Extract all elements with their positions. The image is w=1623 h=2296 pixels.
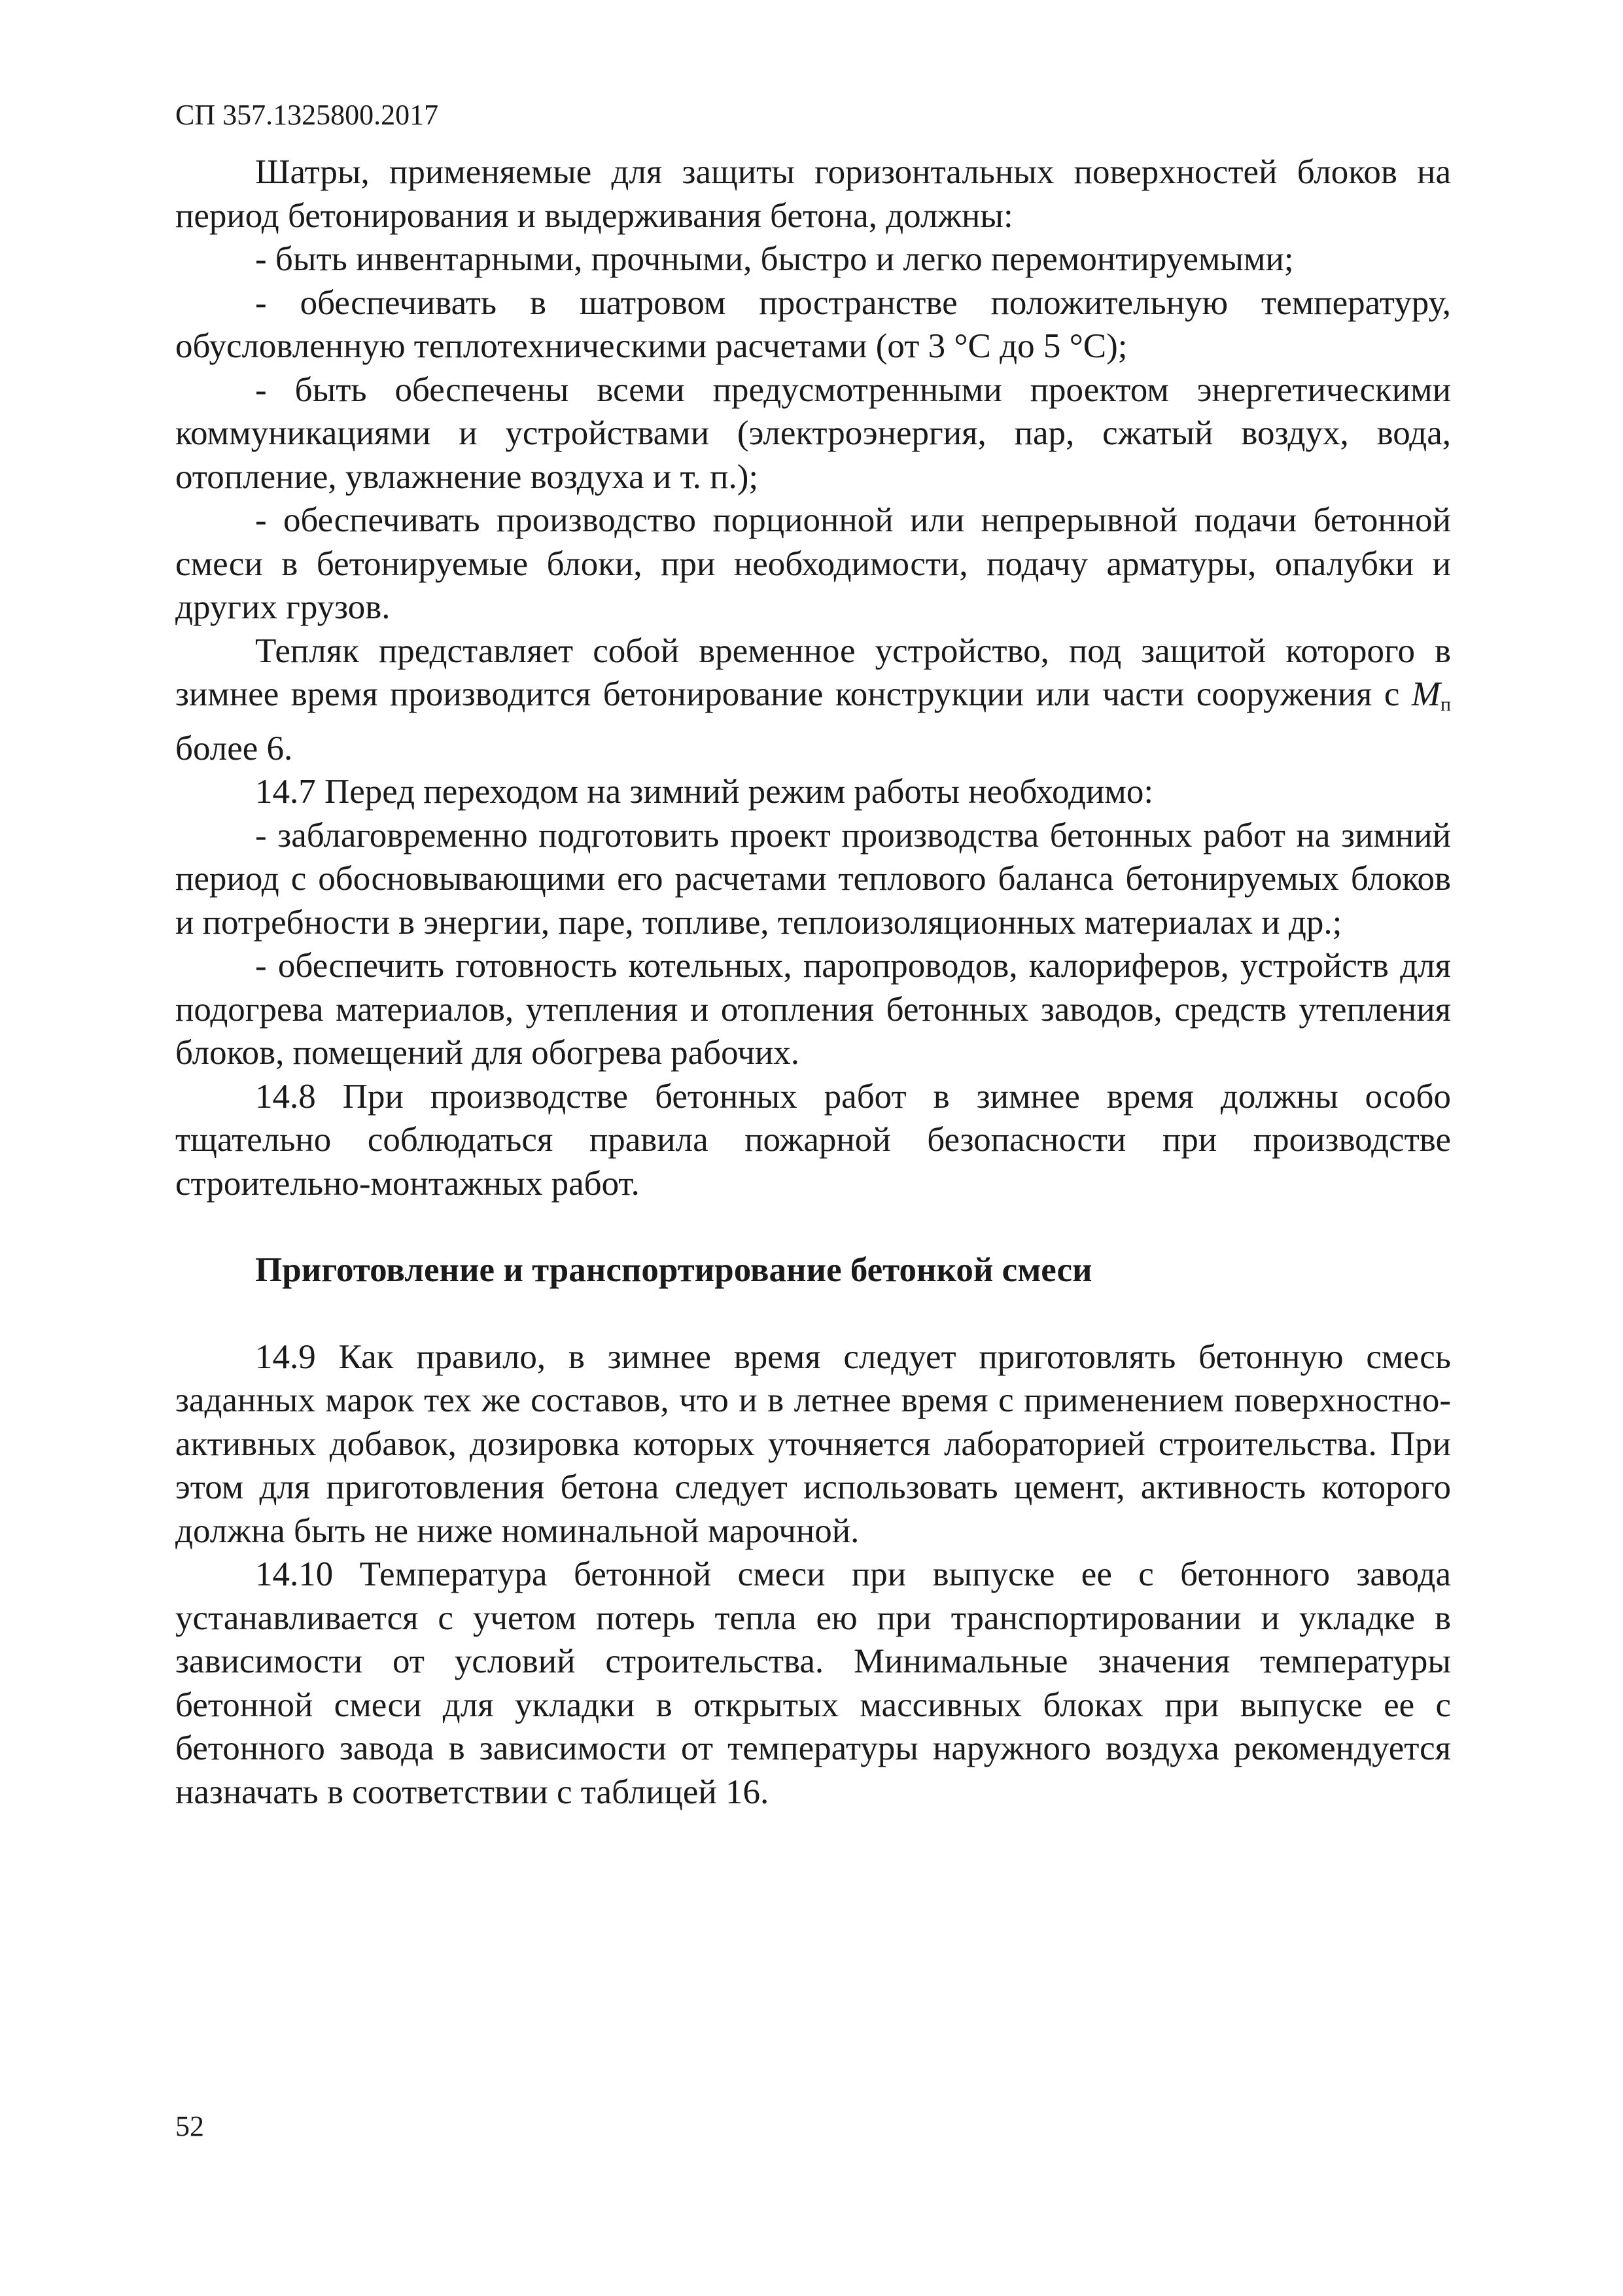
- page-number: 52: [175, 2110, 204, 2142]
- math-symbol-m: М: [1411, 675, 1440, 713]
- paragraph-14-8: 14.8 При производстве бетонных работ в зимнее время должны особо тщательно соблюдаться правила пожарной безопасности при производстве строительно-монтажных работ.: [175, 1077, 1451, 1203]
- paragraph-14-10: 14.10 Температура бетонной смеси при выпуске ее с бетонного завода устанавливается с учетом потерь тепла ею при транспортировании и укладке в зависимости от условий строительства. Минимальные значения температуры бетонной смеси для укладки в открытых массивных блоках при выпуске ее с бетонного завода в зависимости от температуры наружного воздуха рекомендуется назначать в соответствии с таблицей 16.: [175, 1555, 1451, 1811]
- section-heading: Приготовление и транспортирование бетонкой смеси: [255, 1251, 1092, 1289]
- math-subscript-p: п: [1440, 694, 1451, 715]
- document-code-header: СП 357.1325800.2017: [175, 99, 439, 131]
- paragraph-teplyak: [175, 629, 1451, 771]
- paragraph-14-9: 14.9 Как правило, в зимнее время следует приготовлять бетонную смесь заданных марок тех же составов, что и в летнее время с применением поверхностно-активных добавок, дозировка которых уточняется лабораторией строительства. При этом для приготовления бетона следует использовать цемент, активность которого должна быть не ниже номинальной марочной.: [175, 1337, 1451, 1550]
- paragraph-tents-item-4: - обеспечивать производство порционной или непрерывной подачи бетонной смеси в бетонируемые блоки, при необходимости, подачу арматуры, опалубки и других грузов.: [175, 501, 1451, 626]
- paragraph-tents-item-1: - быть инвентарными, прочными, быстро и легко перемонтируемыми;: [255, 240, 1294, 278]
- paragraph-teplyak-end: более 6.: [175, 729, 293, 768]
- paragraph-tents-item-2: - обеспечивать в шатровом пространстве положительную температуру, обусловленную теплотехническими расчетами (от 3 °С до 5 °С);: [175, 283, 1451, 365]
- paragraph-tents-intro: Шатры, применяемые для защиты горизонтальных поверхностей блоков на период бетонирования и выдерживания бетона, должны:: [175, 153, 1451, 235]
- paragraph-14-7-item-1: - заблаговременно подготовить проект производства бетонных работ на зимний период с обосновывающими его расчетами теплового баланса бетонируемых блоков и потребности в энергии, паре, топливе, теплоизоляционных материалах и др.;: [175, 816, 1451, 942]
- paragraph-teplyak-text: Тепляк представляет собой временное устройство, под защитой которого в зимнее время производится бетонирование конструкции или части сооружения с: [175, 631, 1451, 713]
- paragraph-tents-item-3: - быть обеспечены всеми предусмотренными проектом энергетическими коммуникациями и устройствами (электроэнергия, пар, сжатый воздух, вода, отопление, увлажнение воздуха и т. п.);: [175, 370, 1451, 496]
- page-body: [175, 150, 1451, 1814]
- paragraph-14-7-item-2: - обеспечить готовность котельных, паропроводов, калориферов, устройств для подогрева материалов, утепления и отопления бетонных заводов, средств утепления блоков, помещений для обогрева рабочих.: [175, 947, 1451, 1072]
- paragraph-14-7: 14.7 Перед переходом на зимний режим работы необходимо:: [255, 773, 1154, 811]
